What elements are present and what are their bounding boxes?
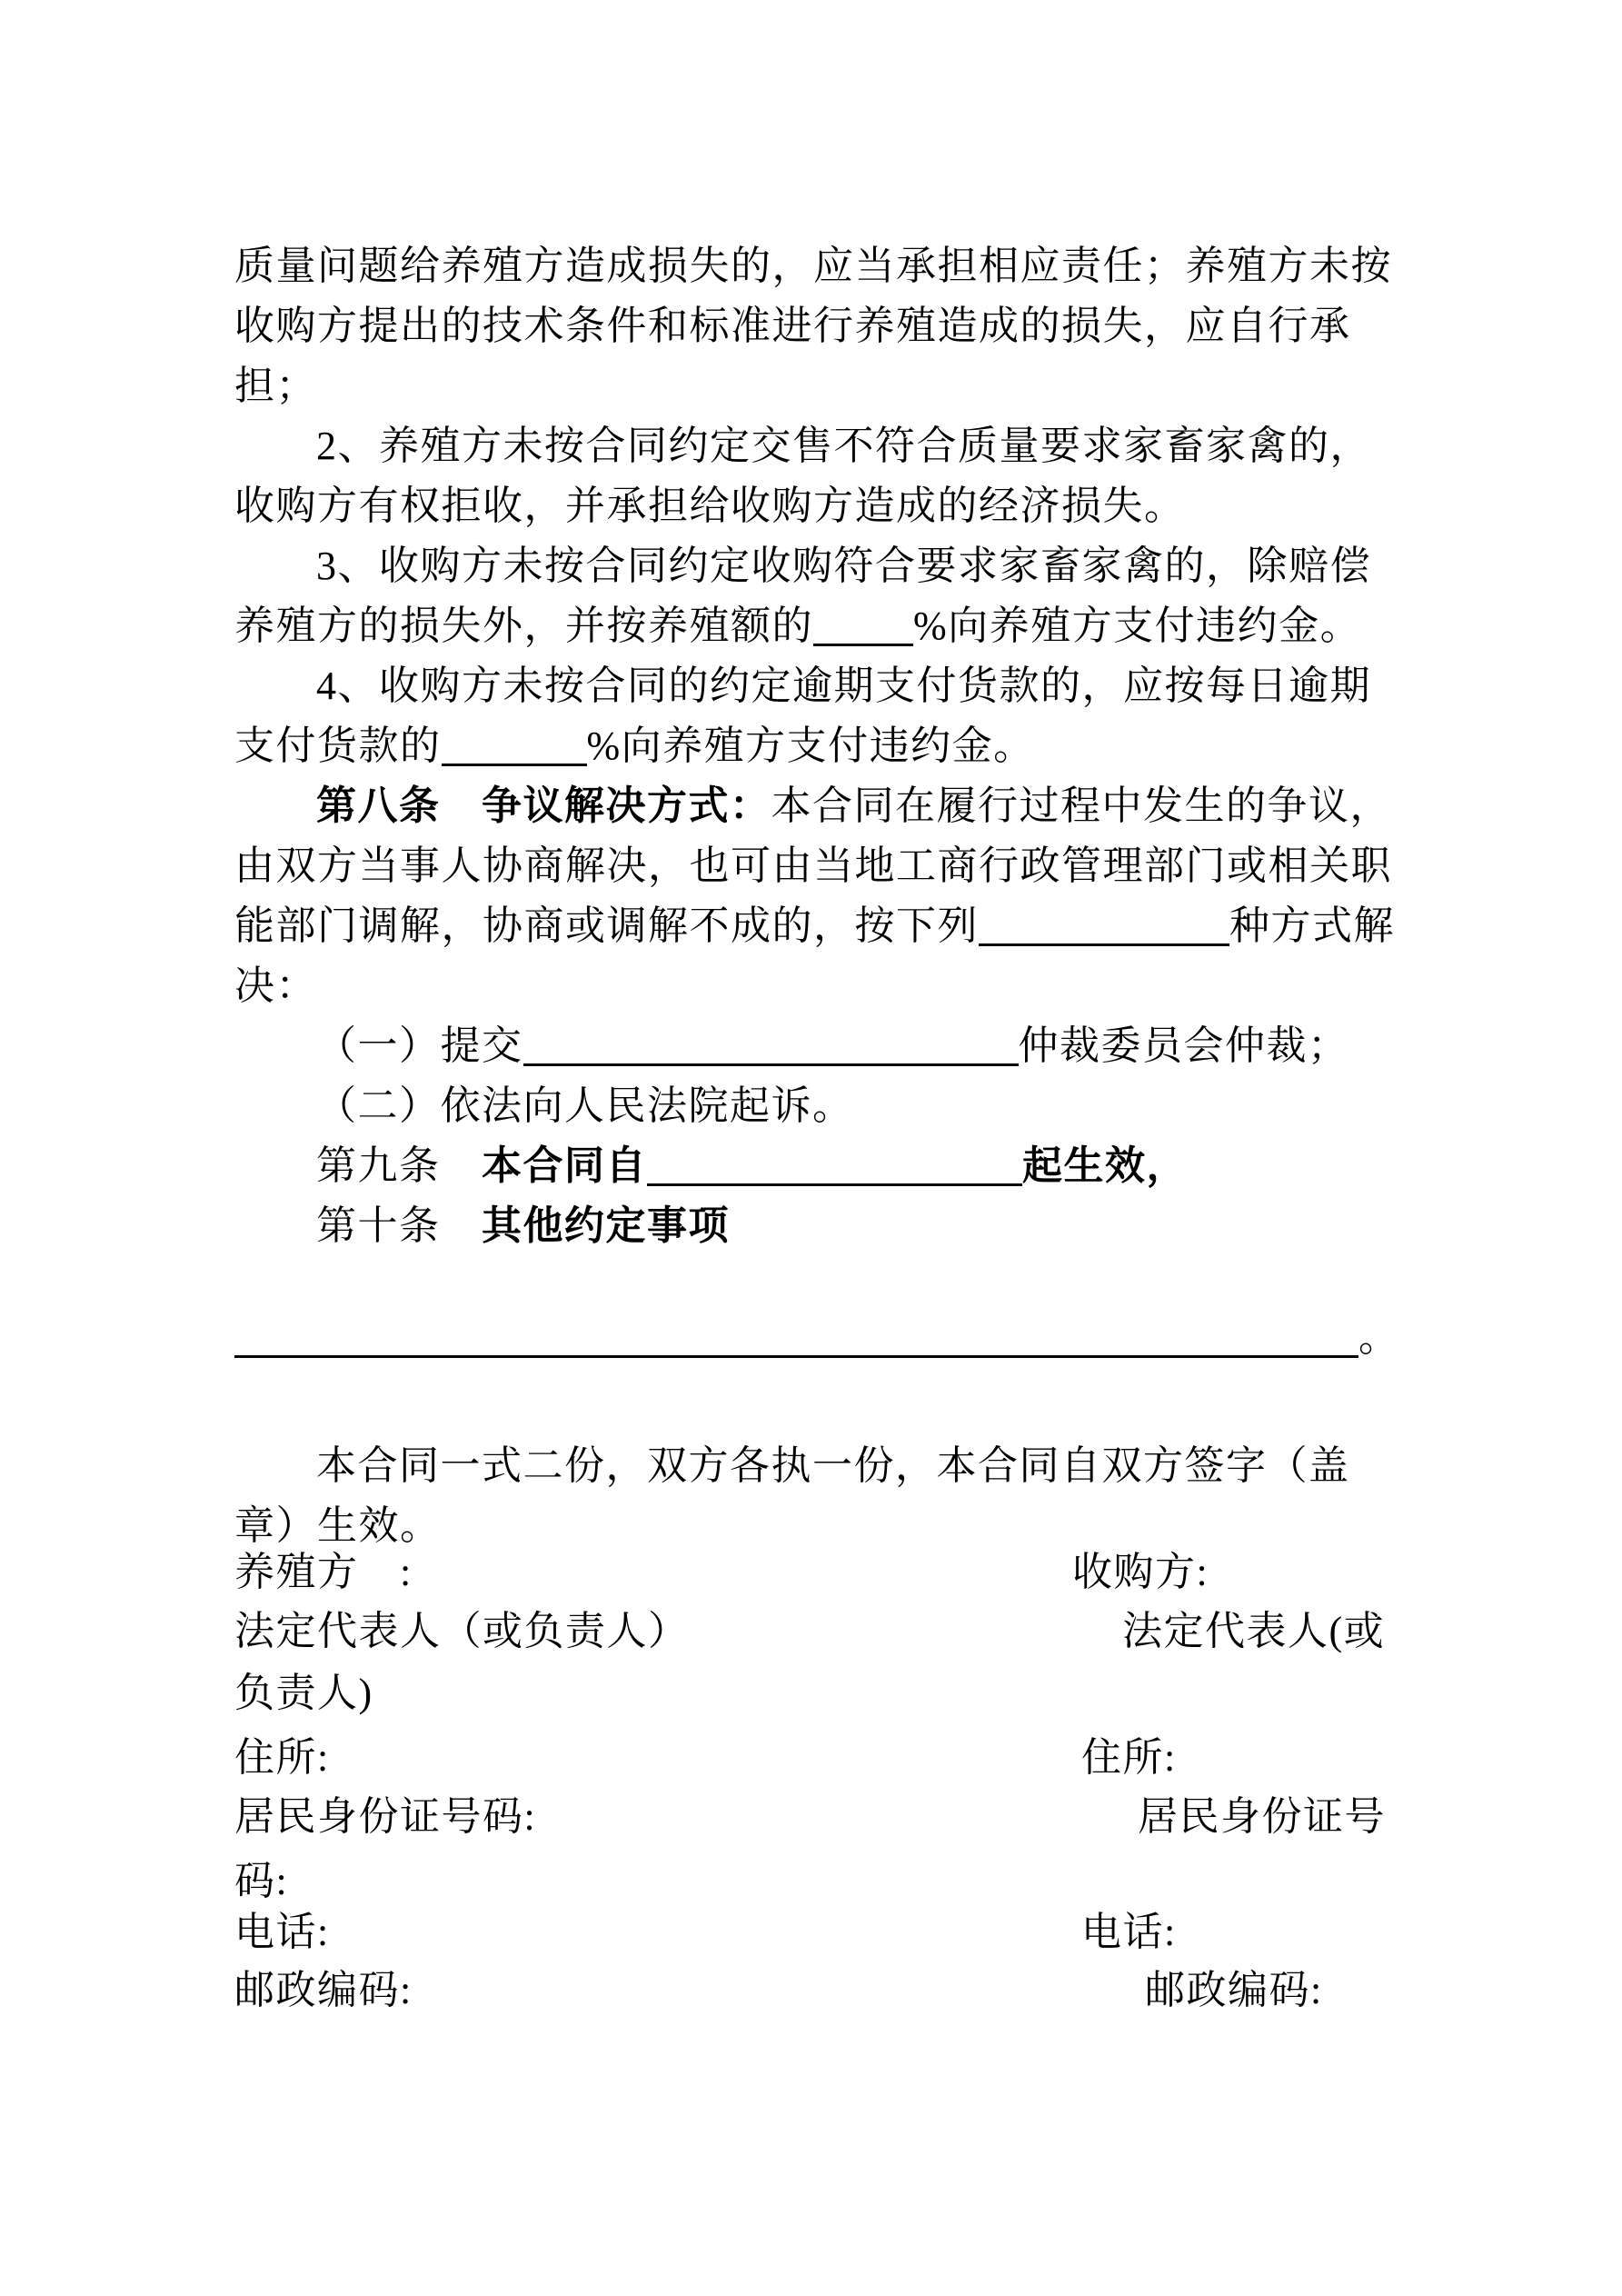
clause-line [234,961,1416,1012]
signature-row-phone [234,1907,1416,1958]
text-run: 仲裁委员会仲裁； [1018,1023,1349,1068]
fill-in-blank-arbitration-committee [523,1027,1019,1066]
text-run: 种方式解 [1229,903,1395,948]
fill-in-blank-late-payment-percent [442,727,587,766]
fill-in-blank-penalty-percent [813,607,913,646]
buyer-address-label: 住所: [1081,1735,1177,1780]
text-run: 由双方当事人协商解决，也可由当地工商行政管理部门或相关职 [234,844,1392,888]
article-9-number: 第九条 [316,1143,482,1188]
buyer-id-number-label-continued: 码: [234,1859,289,1903]
clause-line [234,361,1416,412]
text-run: 担； [234,364,317,408]
signature-row-address [234,1732,1416,1783]
clause-line [234,901,1416,952]
closing-paragraph-line [234,1441,1498,1492]
buyer-id-number-label: 居民身份证号 [1138,1794,1386,1839]
clause-line-item-3 [234,541,1498,592]
text-run: 质量问题给养殖方造成损失的，应当承担相应责任；养殖方未按 [234,244,1392,288]
clause-line-article-9 [234,1141,1498,1192]
clause-line [234,841,1416,892]
text-run: 决： [234,963,317,1008]
breeder-legal-rep-label: 法定代表人（或负责人） [234,1609,690,1653]
clause-line-item-2 [234,421,1498,472]
text-run: 收购方提出的技术条件和标准进行养殖造成的损失，应自行承 [234,304,1351,348]
signature-row-id-number [234,1792,1416,1842]
text-run: （二）依法向人民法院起诉。 [316,1083,854,1128]
breeder-postcode-label: 邮政编码: [234,1968,413,2012]
text-run: 章）生效。 [234,1503,442,1548]
clause-line [234,721,1416,772]
text-run: 养殖方的损失外，并按养殖额的 [234,604,813,648]
closing-paragraph-line [234,1501,1416,1552]
text-run: 能部门调解，协商或调解不成的，按下列 [234,903,979,948]
article-10-number: 第十条 [316,1203,482,1248]
buyer-party-label: 收购方: [1072,1550,1209,1594]
signature-row-party [234,1547,1416,1598]
fill-in-blank-effective-date [647,1147,1022,1186]
text-run: 4、收购方未按合同的约定逾期支付货款的，应按每日逾期 [316,664,1371,708]
clause-line-article-8 [234,781,1498,832]
clause-line-other-matters-blank [234,1313,1416,1363]
clause-line [234,301,1416,352]
text-run: 本合同在履行过程中发生的争议， [771,784,1391,828]
clause-line [234,601,1416,652]
text-run: 支付货款的 [234,724,442,768]
breeder-address-label: 住所: [234,1735,330,1780]
text-run: （一）提交 [316,1023,523,1068]
text-run: 。 [1358,1315,1400,1360]
buyer-legal-rep-label-continued: 负责人) [234,1671,373,1715]
text-run: 本合同自 [482,1143,647,1188]
breeder-party-label: 养殖方 : [234,1550,413,1594]
buyer-postcode-label: 邮政编码: [1145,1968,1323,2012]
signature-row-legal-rep [234,1606,1416,1657]
signature-row-postcode [234,1965,1416,2016]
text-run: 其他约定事项 [482,1203,730,1248]
buyer-legal-rep-label: 法定代表人(或 [1122,1609,1386,1653]
breeder-phone-label: 电话: [234,1910,330,1954]
signature-row-legal-rep-wrap [234,1668,1416,1719]
text-run: 3、收购方未按合同约定收购符合要求家畜家禽的，除赔偿 [316,544,1371,588]
signature-row-id-number-wrap [234,1856,1416,1907]
clause-line [234,241,1416,292]
text-run: 收购方有权拒收，并承担给收购方造成的经济损失。 [234,484,1186,528]
clause-line-item-4 [234,661,1498,712]
clause-line-article-10 [234,1201,1498,1252]
text-run: %向养殖方支付违约金。 [586,724,1035,768]
clause-line-option-2 [234,1081,1498,1132]
text-run: 起生效， [1022,1143,1188,1188]
article-8-heading: 第八条 争议解决方式： [316,784,771,828]
buyer-phone-label: 电话: [1081,1910,1177,1954]
clause-line-option-1 [234,1021,1498,1072]
text-run: 2、养殖方未按合同约定交售不符合质量要求家畜家禽的， [316,424,1371,468]
text-run: %向养殖方支付违约金。 [913,604,1362,648]
fill-in-blank-dispute-method [979,907,1229,946]
fill-in-blank-other-matters [234,1319,1358,1358]
breeder-id-number-label: 居民身份证号码: [234,1794,537,1839]
clause-line [234,481,1416,532]
text-run: 本合同一式二份，双方各执一份，本合同自双方签字（盖 [316,1443,1350,1488]
